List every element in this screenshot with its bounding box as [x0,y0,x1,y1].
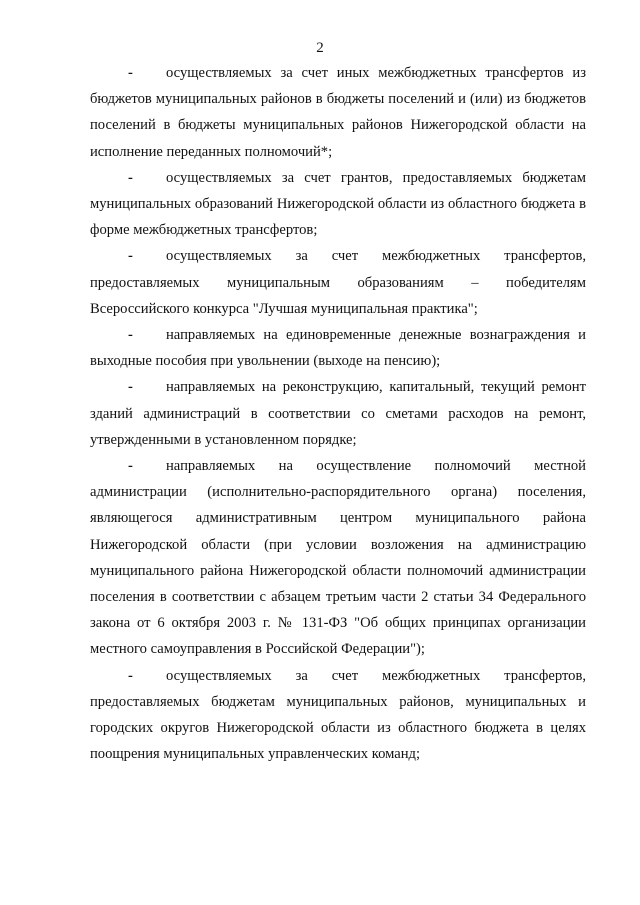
list-item [90,243,586,322]
list-item [90,60,586,165]
list-item-text: направляемых на единовременные денежные вознаграждения и выходные пособия при увольнении (выходе на пенсию); [90,327,586,370]
list-dash: - [128,379,133,396]
list-dash: - [128,458,133,475]
list-item-text: осуществляемых за счет межбюджетных трансфертов, предоставляемых бюджетам муниципальных районов, муниципальных и городских округов Нижегородской области из областного бюджета в целях поощрения муниципальных управленческих команд; [90,667,586,763]
list-dash: - [128,248,133,265]
list-item-text: направляемых на реконструкцию, капитальный, текущий ремонт зданий администраций в соответствии со сметами расходов на ремонт, утвержденными в установленном порядке; [90,379,586,448]
list-item-text: осуществляемых за счет межбюджетных трансфертов, предоставляемых муниципальным образованиям – победителям Всероссийского конкурса "Лучшая муниципальная практика"; [90,248,586,317]
list-dash: - [128,65,133,81]
list-item-text: осуществляемых за счет иных межбюджетных трансфертов из бюджетов муниципальных районов в бюджеты поселений и (или) из бюджетов поселений в бюджеты муниципальных районов Нижегородской области на исполнение переданных полномочий*; [90,65,586,160]
list-dash: - [128,667,133,684]
list-item [90,663,586,768]
list-item [90,374,586,453]
list-item [90,322,586,374]
list-item [90,165,586,244]
list-item-text: направляемых на осуществление полномочий местной администрации (исполнительно-распорядительного органа) поселения, являющегося административным центром муниципального района Нижегородской области (при условии возложения на администрацию муниципального района Нижегородской области полномочий администрации поселения в соответствии с абзацем третьим части 2 статьи 34 Федерального закона от 6 октября 2003 г. № 131-ФЗ "Об общих принципах организации местного самоуправления в Российской Федерации"); [90,458,586,658]
list-item-text: осуществляемых за счет грантов, предоставляемых бюджетам муниципальных образований Нижегородской области из областного бюджета в форме межбюджетных трансфертов; [90,169,586,239]
list-dash: - [128,169,133,186]
page-number: 2 [316,40,324,56]
list-item [90,453,586,663]
document-body [90,60,586,767]
list-dash: - [128,327,133,344]
